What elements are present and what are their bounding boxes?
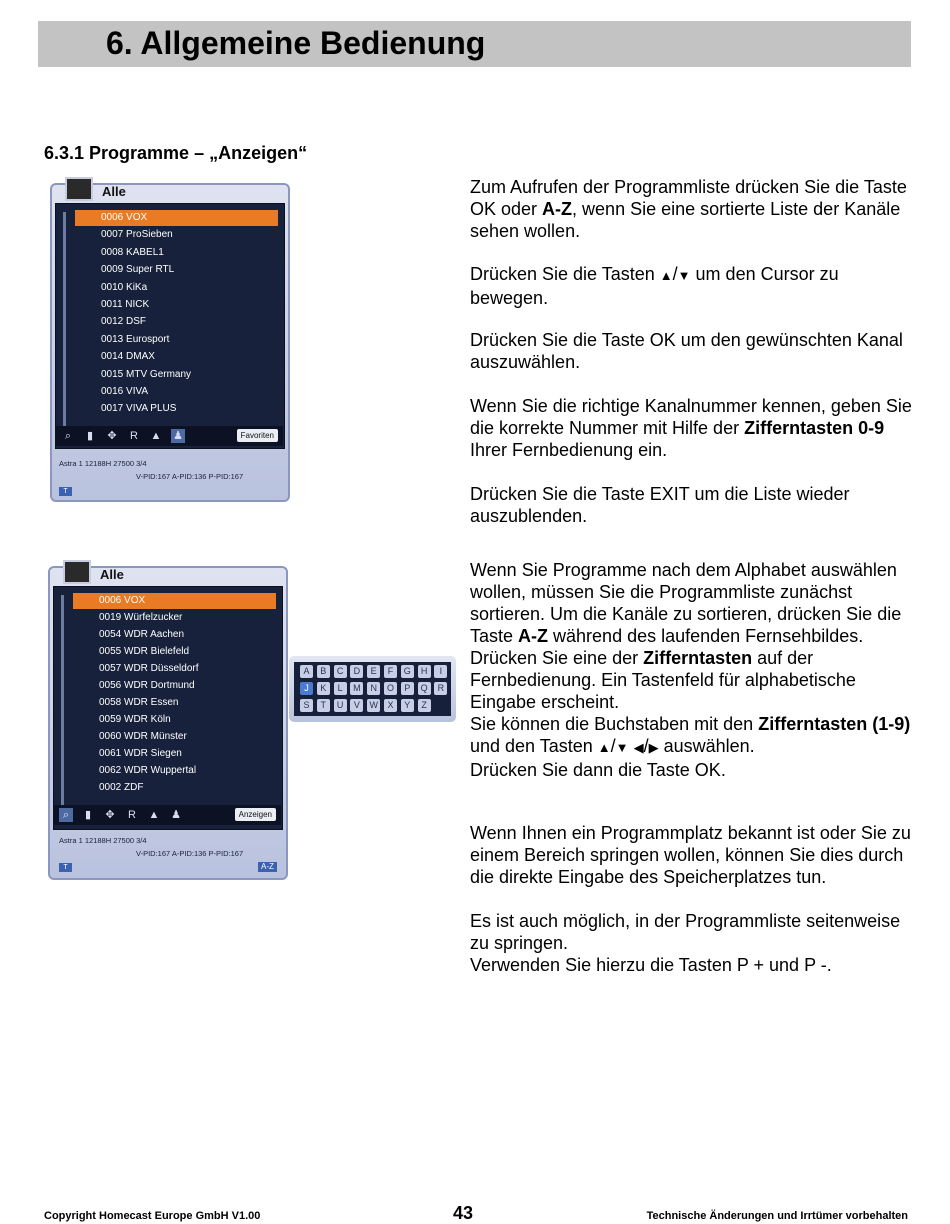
keypad-key[interactable]: O xyxy=(384,682,397,695)
triangle-left-icon: ◀ xyxy=(633,740,644,755)
keypad-key[interactable]: K xyxy=(317,682,330,695)
page-number: 43 xyxy=(453,1203,474,1223)
tv-icon xyxy=(63,560,91,584)
favorite-icon: ♟ xyxy=(171,809,181,821)
channel-row[interactable]: 0010 KiKa xyxy=(101,281,148,293)
keypad-key[interactable]: S xyxy=(300,699,313,712)
channel-row[interactable]: 0009 Super RTL xyxy=(101,264,175,276)
keypad-key[interactable]: T xyxy=(317,699,330,712)
keypad-key[interactable]: L xyxy=(334,682,347,695)
keypad-key[interactable]: H xyxy=(418,665,431,678)
alphabet-keypad xyxy=(289,656,456,722)
keypad-key[interactable]: W xyxy=(367,699,380,712)
triangle-up-icon: ▲ xyxy=(597,740,611,755)
scrollbar xyxy=(61,595,64,810)
triangle-right-icon: ▶ xyxy=(648,740,659,755)
channel-row[interactable]: 0013 Eurosport xyxy=(101,333,170,345)
channel-row[interactable]: 0014 DMAX xyxy=(101,351,155,363)
paragraph-open-list: Zum Aufrufen der Programmliste drücken Sie die Taste OK oder A-Z, wenn Sie eine sortierte Liste der Kanäle sehen wollen. xyxy=(470,177,907,241)
keypad-key[interactable]: M xyxy=(350,682,363,695)
paragraph-channel-number: Wenn Sie die richtige Kanalnummer kennen, geben Sie die korrekte Nummer mit Hilfe der Zifferntasten 0-9 Ihrer Fernbedienung ein. xyxy=(470,396,912,460)
keypad-key[interactable]: G xyxy=(401,665,414,678)
rename-icon: R xyxy=(128,809,136,821)
channel-row[interactable]: 0019 Würfelzucker xyxy=(99,612,183,623)
channel-list-screenshot xyxy=(50,177,290,502)
keypad-key[interactable]: D xyxy=(350,665,363,678)
move-icon: ✥ xyxy=(105,809,115,821)
triangle-up-icon: ▲ xyxy=(659,268,673,283)
triangle-down-icon: ▼ xyxy=(677,268,691,283)
lock-icon: ▲ xyxy=(150,430,162,442)
keypad-key[interactable]: B xyxy=(317,665,330,678)
channel-row[interactable]: 0007 ProSieben xyxy=(101,229,173,241)
triangle-down-icon: ▼ xyxy=(615,740,629,755)
keypad-key[interactable]: Q xyxy=(418,682,431,695)
keypad-key[interactable]: Y xyxy=(401,699,414,712)
channel-row[interactable]: 0002 ZDF xyxy=(99,782,144,793)
keypad-key[interactable]: V xyxy=(350,699,363,712)
list-toolbar xyxy=(53,805,281,825)
keypad-key[interactable]: P xyxy=(401,682,414,695)
favorites-button: Favoriten xyxy=(237,429,278,442)
keypad-key[interactable]: A xyxy=(300,665,313,678)
channel-row[interactable]: 0056 WDR Dortmund xyxy=(99,680,195,691)
channel-row[interactable]: 0061 WDR Siegen xyxy=(99,748,182,759)
channel-group-name: Alle xyxy=(100,567,124,582)
channel-row[interactable]: 0060 WDR Münster xyxy=(99,731,187,742)
pid-info: V-PID:167 A-PID:136 P-PID:167 xyxy=(136,849,244,858)
channel-row[interactable]: 0006 VOX xyxy=(73,593,276,609)
keypad-key[interactable]: C xyxy=(334,665,347,678)
search-icon: ⌕ xyxy=(59,808,73,822)
trash-icon: ▮ xyxy=(84,809,92,821)
paragraph-alphabet: Wenn Sie Programme nach dem Alphabet auswählen wollen, müssen Sie die Programmliste zunächst sortieren. Um die Kanäle zu sortieren, drücken Sie die Taste A-Z während des laufenden Fernsehbildes. Drücken Sie eine der Zifferntasten auf der Fernbedienung. Ein Tastenfeld für alphabetische Eingabe erscheint. Sie können die Buchstaben mit den Zifferntasten (1-9) und den Tasten ▲/▼ ◀/▶ auswählen. Drücken Sie dann die Taste OK. xyxy=(470,560,911,780)
keypad-key[interactable]: X xyxy=(384,699,397,712)
satellite-info: Astra 1 12188H 27500 3/4 xyxy=(59,836,147,845)
channel-row[interactable]: 0011 NICK xyxy=(101,299,150,310)
channel-row[interactable]: 0017 VIVA PLUS xyxy=(101,403,177,415)
rename-icon: R xyxy=(130,430,138,442)
keypad-key[interactable]: R xyxy=(434,682,447,695)
keypad-key[interactable]: E xyxy=(367,665,380,678)
paragraph-page-jump: Es ist auch möglich, in der Programmliste seitenweise zu springen. Verwenden Sie hierzu die Tasten P + und P -. xyxy=(470,911,901,975)
az-badge: A-Z xyxy=(258,862,277,872)
channel-row[interactable]: 0054 WDR Aachen xyxy=(99,629,185,640)
paragraph-move-cursor: Drücken Sie die Tasten ▲/▼ um den Cursor zu bewegen. xyxy=(470,264,839,308)
tv-badge: T xyxy=(59,487,72,496)
footer-disclaimer: Technische Änderungen und Irrtümer vorbehalten xyxy=(646,1210,908,1222)
paragraph-jump: Wenn Ihnen ein Programmplatz bekannt ist oder Sie zu einem Bereich springen wollen, können Sie dies durch die direkte Eingabe des Speicherplatzes tun. xyxy=(470,823,911,887)
satellite-info: Astra 1 12188H 27500 3/4 xyxy=(59,459,147,468)
lock-icon: ▲ xyxy=(148,809,160,821)
trash-icon: ▮ xyxy=(86,430,94,442)
chapter-title: 6. Allgemeine Bedienung xyxy=(106,25,486,61)
list-toolbar xyxy=(55,426,283,446)
channel-row[interactable]: 0055 WDR Bielefeld xyxy=(99,646,190,657)
channel-row[interactable]: 0012 DSF xyxy=(101,316,147,328)
channel-row[interactable]: 0016 VIVA xyxy=(101,386,149,397)
show-button: Anzeigen xyxy=(235,808,276,821)
channel-row[interactable]: 0062 WDR Wuppertal xyxy=(99,765,197,776)
tv-badge: T xyxy=(59,863,72,872)
keypad-key[interactable]: N xyxy=(367,682,380,695)
keypad-keys xyxy=(294,662,451,716)
channel-row[interactable]: 0059 WDR Köln xyxy=(99,714,171,725)
channel-row[interactable]: 0015 MTV Germany xyxy=(101,368,192,380)
channel-list-panel xyxy=(55,203,285,449)
keypad-key[interactable]: I xyxy=(434,665,447,678)
pid-info: V-PID:167 A-PID:136 P-PID:167 xyxy=(136,472,244,481)
paragraph-select-channel: Drücken Sie die Taste OK um den gewünschten Kanal auszuwählen. xyxy=(470,330,903,372)
channel-row[interactable]: 0058 WDR Essen xyxy=(99,697,179,708)
channel-row[interactable]: 0057 WDR Düsseldorf xyxy=(99,663,199,674)
channel-group-name: Alle xyxy=(102,184,126,199)
move-icon: ✥ xyxy=(107,430,117,442)
footer-copyright: Copyright Homecast Europe GmbH V1.00 xyxy=(44,1210,261,1222)
channel-list-panel xyxy=(53,586,283,830)
favorite-icon: ♟ xyxy=(171,429,185,443)
tv-icon xyxy=(65,177,93,201)
keypad-key[interactable]: J xyxy=(300,682,313,695)
paragraph-exit: Drücken Sie die Taste EXIT um die Liste wieder auszublenden. xyxy=(470,484,850,526)
search-icon: ⌕ xyxy=(64,430,72,442)
sorted-channel-list-screenshot xyxy=(48,560,288,880)
keypad-key[interactable]: U xyxy=(334,699,347,712)
section-title: 6.3.1 Programme – „Anzeigen“ xyxy=(44,143,308,163)
scrollbar xyxy=(63,212,66,427)
keypad-key[interactable]: Z xyxy=(418,699,431,712)
channel-row[interactable]: 0006 VOX xyxy=(75,210,278,226)
channel-row[interactable]: 0008 KABEL1 xyxy=(101,246,164,258)
keypad-key[interactable]: F xyxy=(384,665,397,678)
